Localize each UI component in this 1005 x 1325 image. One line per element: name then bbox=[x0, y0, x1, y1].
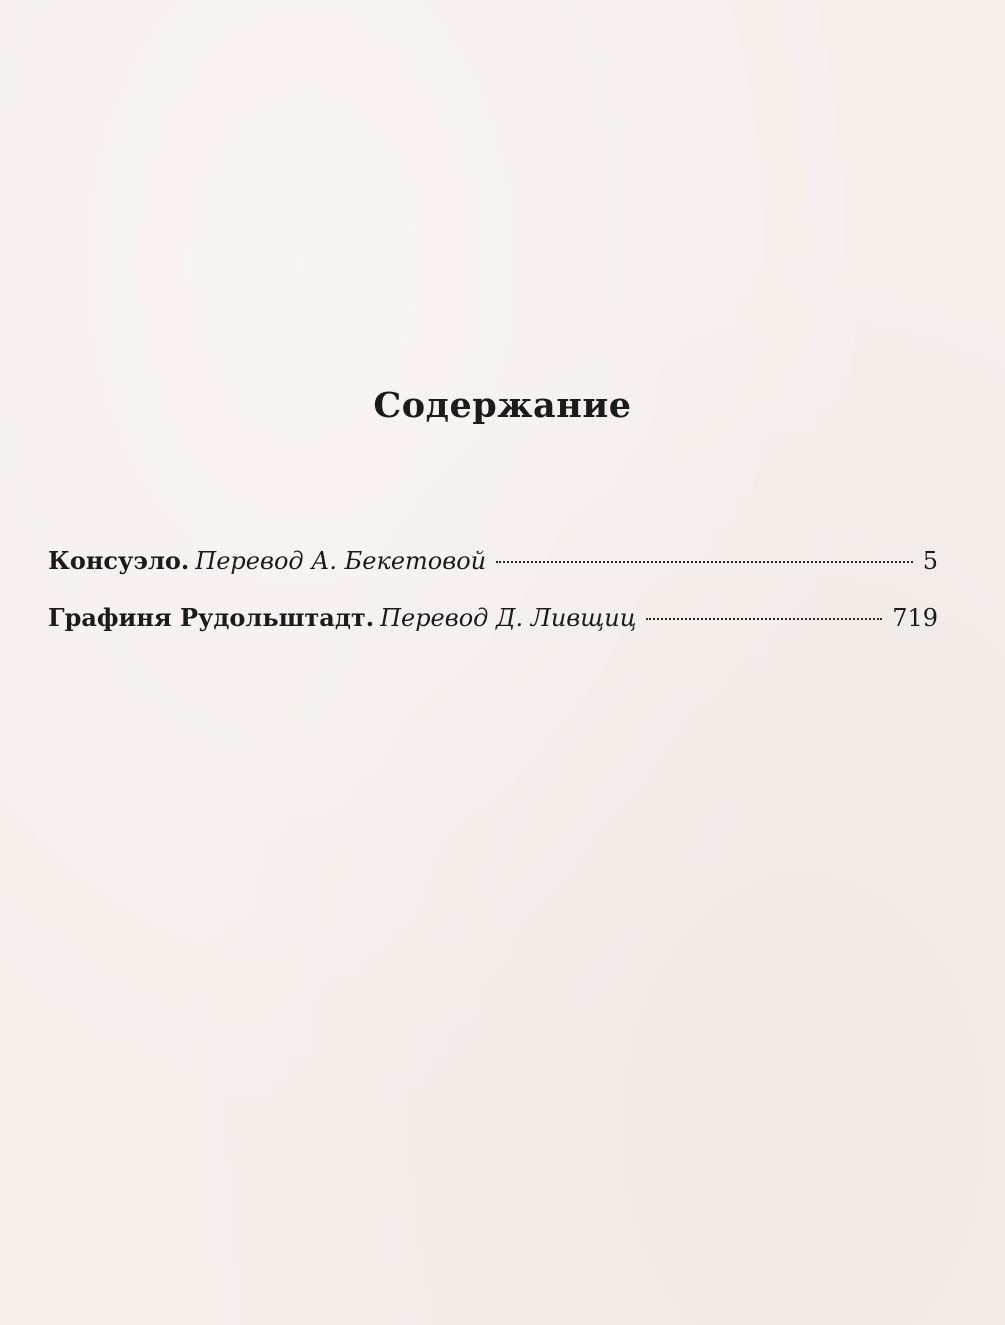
toc-entry bbox=[48, 545, 938, 577]
page-title: Содержание bbox=[373, 385, 632, 426]
toc-entry-page: 719 bbox=[892, 604, 938, 632]
toc-entry-title: Графиня Рудольштадт. bbox=[48, 603, 375, 632]
toc-entry-page: 5 bbox=[922, 547, 938, 575]
dot-leader bbox=[646, 618, 882, 620]
table-of-contents bbox=[48, 545, 938, 659]
toc-entry bbox=[48, 602, 938, 634]
toc-entry-translator: Перевод Д. Ливщиц bbox=[380, 604, 637, 632]
dot-leader bbox=[496, 561, 913, 563]
toc-entry-title: Консуэло. bbox=[48, 546, 190, 575]
toc-entry-translator: Перевод А. Бекетовой bbox=[195, 547, 487, 575]
